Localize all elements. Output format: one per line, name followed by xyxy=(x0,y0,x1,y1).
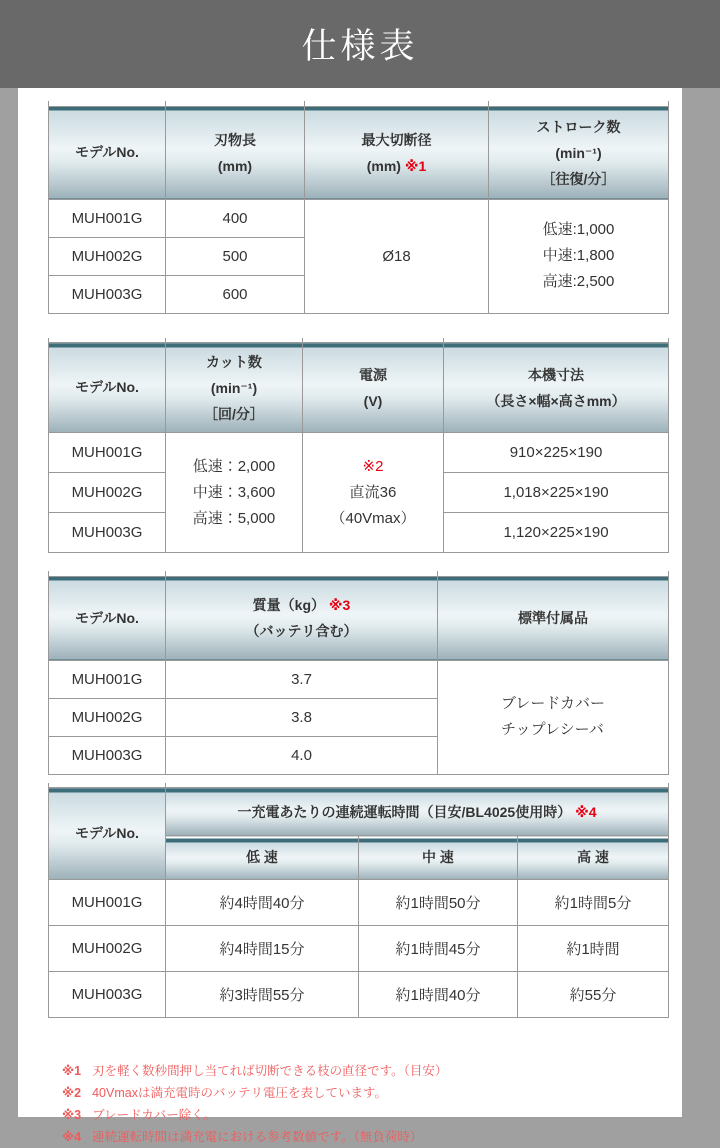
cell-text: 約3時間55分 xyxy=(219,987,305,1004)
footnote-mark: ※2 xyxy=(62,1086,82,1100)
data-cell xyxy=(166,237,305,275)
header-cell xyxy=(518,836,669,880)
page-title: 仕様表 xyxy=(301,27,419,66)
cell-text: 高速:2,500 xyxy=(542,273,615,290)
data-cell xyxy=(166,880,359,926)
cell-line xyxy=(193,454,276,480)
cell-line xyxy=(543,269,615,295)
cell-text: 910×225×190 xyxy=(509,444,603,461)
header-cell xyxy=(49,343,166,433)
cell-line xyxy=(193,506,276,532)
cell-line xyxy=(362,153,432,179)
header-cell xyxy=(359,836,518,880)
cell-text: モデルNo. xyxy=(75,825,139,841)
cell-line xyxy=(537,140,621,166)
model-cell xyxy=(49,736,166,774)
footnote xyxy=(62,1104,668,1126)
footnote xyxy=(62,1126,668,1148)
header-cell xyxy=(49,788,166,880)
footnote-mark: ※1 xyxy=(62,1064,82,1078)
table-row xyxy=(49,926,669,972)
cell-lines xyxy=(214,127,256,179)
data-cell xyxy=(166,275,305,313)
cell-text: 3.8 xyxy=(291,708,312,726)
spec-tables xyxy=(48,101,668,1018)
note-mark: ※1 xyxy=(404,157,427,174)
data-cell xyxy=(166,972,359,1018)
cell-lines xyxy=(330,454,415,532)
cell-text: 約1時間45分 xyxy=(395,941,481,958)
cell-text: Ø18 xyxy=(382,247,411,265)
cell-line xyxy=(537,166,621,192)
cell-text: ［回/分］ xyxy=(204,405,264,422)
cell-text: MUH002G xyxy=(71,940,143,957)
header-cell xyxy=(49,106,166,199)
model-cell xyxy=(49,972,166,1018)
header-cell xyxy=(166,836,359,880)
header-cell xyxy=(305,106,489,199)
model-cell xyxy=(49,199,166,237)
header-row xyxy=(49,576,669,660)
cell-text: 1,018×225×190 xyxy=(503,484,609,501)
data-cell xyxy=(303,433,444,553)
cell-text: 500 xyxy=(222,247,248,265)
header-cell xyxy=(166,576,438,660)
cell-line xyxy=(214,127,256,153)
cell-text: 3.7 xyxy=(291,670,312,688)
header-cell xyxy=(166,106,305,199)
data-cell xyxy=(518,926,669,972)
cell-line xyxy=(204,401,264,427)
footnote xyxy=(62,1060,668,1082)
cell-text: 4.0 xyxy=(291,746,312,764)
cell-text: 約4時間40分 xyxy=(219,895,305,912)
cell-text: カット数 xyxy=(206,353,262,370)
cell-text: 400 xyxy=(222,209,248,227)
cell-text: 直流36 xyxy=(349,483,397,501)
data-cell xyxy=(166,433,303,553)
data-cell xyxy=(444,473,669,513)
model-cell xyxy=(49,880,166,926)
cell-text: 1,120×225×190 xyxy=(503,524,609,541)
cell-line xyxy=(501,717,605,743)
cell-text: 約1時間50分 xyxy=(395,895,481,912)
cell-text: MUH002G xyxy=(71,247,143,265)
cell-text: 600 xyxy=(222,285,248,303)
header-row xyxy=(49,106,669,199)
table-row xyxy=(49,972,669,1018)
note-mark: ※4 xyxy=(575,803,597,820)
footnote-mark: ※3 xyxy=(62,1108,82,1122)
cell-text: モデルNo. xyxy=(75,379,139,395)
cell-text: （長さ×幅×高さmm） xyxy=(486,392,626,409)
table-blade-spec xyxy=(48,101,669,314)
cell-line xyxy=(501,691,605,717)
cell-text: ストローク数 xyxy=(536,118,621,135)
header-cell xyxy=(489,106,669,199)
data-cell xyxy=(166,736,438,774)
cell-text: 刃物長 xyxy=(214,131,256,148)
cell-text: 低速:1,000 xyxy=(542,221,615,238)
footnotes xyxy=(48,1042,668,1148)
cell-line xyxy=(330,506,415,532)
cell-text: 約55分 xyxy=(569,987,617,1004)
table-row xyxy=(49,880,669,926)
footnote-text: 刃を軽く数秒間押し当てれば切断できる枝の直径です。（目安） xyxy=(92,1064,448,1078)
cell-line xyxy=(204,349,264,375)
footnote-text: 40Vmaxは満充電時のバッテリ電圧を表しています。 xyxy=(92,1086,387,1100)
header-cell xyxy=(166,788,669,836)
cell-text: MUH002G xyxy=(71,708,143,726)
data-cell xyxy=(518,972,669,1018)
header-cell xyxy=(166,343,303,433)
header-cell xyxy=(49,576,166,660)
cell-lines xyxy=(501,691,605,743)
cell-lines xyxy=(362,127,432,179)
cell-line xyxy=(486,388,625,414)
table-cut-power-dimensions xyxy=(48,338,669,554)
footnote xyxy=(62,1082,668,1104)
cell-line xyxy=(362,127,432,153)
model-cell xyxy=(49,433,166,473)
cell-text: 中速:1,800 xyxy=(542,247,615,264)
cell-line xyxy=(486,362,625,388)
data-cell xyxy=(359,972,518,1018)
cell-text: MUH003G xyxy=(71,746,143,764)
model-cell xyxy=(49,698,166,736)
cell-text: （バッテリ含む） xyxy=(245,623,358,639)
cell-text: 約1時間40分 xyxy=(395,987,481,1004)
header-cell xyxy=(444,343,669,433)
header-row xyxy=(49,343,669,433)
cell-text: 低 速 xyxy=(246,849,278,865)
cell-lines xyxy=(537,114,621,192)
cell-line xyxy=(330,480,415,506)
cell-text: 約1時間5分 xyxy=(554,895,632,912)
cell-line xyxy=(537,114,621,140)
cell-text: 約1時間 xyxy=(566,941,620,958)
cell-text: 低速：2,000 xyxy=(192,457,276,475)
cell-text: 中速：3,600 xyxy=(192,483,276,501)
table-row xyxy=(49,433,669,473)
cell-text: (V) xyxy=(363,392,383,409)
content-panel xyxy=(18,88,682,1144)
cell-lines xyxy=(486,362,625,414)
cell-line xyxy=(204,375,264,401)
cell-text: MUH003G xyxy=(71,285,143,303)
model-cell xyxy=(49,237,166,275)
data-cell xyxy=(166,698,438,736)
cell-text: 一充電あたりの連続運転時間（目安/BL4025使用時） xyxy=(237,803,576,820)
cell-lines xyxy=(359,362,387,414)
data-cell xyxy=(359,880,518,926)
cell-text: MUH003G xyxy=(71,524,143,541)
table-row xyxy=(49,660,669,698)
cell-text: 標準付属品 xyxy=(518,609,588,626)
cell-lines xyxy=(543,217,615,295)
cell-text: 質量（kg） xyxy=(252,597,329,613)
cell-text: 本機寸法 xyxy=(528,366,584,383)
cell-text: MUH002G xyxy=(71,484,143,501)
cell-text: MUH001G xyxy=(71,894,143,911)
table-runtime xyxy=(48,783,669,1019)
data-cell xyxy=(444,513,669,553)
data-cell xyxy=(305,199,489,313)
model-cell xyxy=(49,473,166,513)
cell-text: MUH003G xyxy=(71,986,143,1003)
footnote-text: 連続運転時間は満充電における参考数値です。（無負荷時） xyxy=(92,1130,423,1144)
cell-text: モデルNo. xyxy=(75,609,139,626)
cell-line xyxy=(330,454,415,480)
cell-lines xyxy=(193,454,276,532)
title-bar xyxy=(0,0,720,88)
cell-line xyxy=(359,388,387,414)
cell-text: MUH001G xyxy=(71,209,143,227)
model-cell xyxy=(49,660,166,698)
cell-line xyxy=(359,362,387,388)
data-cell xyxy=(438,660,669,774)
cell-lines xyxy=(238,799,597,825)
footnote-text: ブレードカバー除く。 xyxy=(92,1108,216,1122)
cell-text: (min⁻¹) xyxy=(555,144,602,161)
cell-text: 高 速 xyxy=(577,849,609,865)
cell-line xyxy=(543,217,615,243)
data-cell xyxy=(166,660,438,698)
cell-text: （40Vmax） xyxy=(330,509,416,527)
cell-text: 約4時間15分 xyxy=(219,941,305,958)
cell-text: ブレードカバー xyxy=(501,695,605,712)
data-cell xyxy=(166,926,359,972)
cell-text: 最大切断径 xyxy=(361,131,432,148)
table-row xyxy=(49,199,669,237)
cell-line xyxy=(246,618,358,644)
cell-lines xyxy=(246,592,358,644)
data-cell xyxy=(166,199,305,237)
header-row xyxy=(49,788,669,836)
header-cell xyxy=(303,343,444,433)
model-cell xyxy=(49,926,166,972)
cell-text: 高速：5,000 xyxy=(192,509,276,527)
cell-line xyxy=(238,799,597,825)
cell-line xyxy=(193,480,276,506)
note-mark: ※2 xyxy=(362,457,384,475)
cell-text: MUH001G xyxy=(71,670,143,688)
table-weight-accessories xyxy=(48,571,669,775)
data-cell xyxy=(359,926,518,972)
cell-text: 電源 xyxy=(359,366,387,383)
cell-text: (mm) xyxy=(217,157,253,174)
header-cell xyxy=(438,576,669,660)
model-cell xyxy=(49,513,166,553)
cell-text: MUH001G xyxy=(71,444,143,461)
cell-text: ［往復/分］ xyxy=(541,170,616,187)
cell-text: (min⁻¹) xyxy=(210,379,258,396)
data-cell xyxy=(518,880,669,926)
cell-line xyxy=(214,153,256,179)
model-cell xyxy=(49,275,166,313)
cell-line xyxy=(246,592,358,618)
cell-lines xyxy=(204,349,264,427)
data-cell xyxy=(444,433,669,473)
note-mark: ※3 xyxy=(328,597,351,613)
cell-text: チップレシーバ xyxy=(501,721,604,738)
cell-text: モデルNo. xyxy=(75,144,139,160)
cell-text: 中 速 xyxy=(422,849,454,865)
footnote-mark: ※4 xyxy=(62,1130,82,1144)
cell-text: (mm) xyxy=(366,157,405,174)
cell-line xyxy=(543,243,615,269)
data-cell xyxy=(489,199,669,313)
